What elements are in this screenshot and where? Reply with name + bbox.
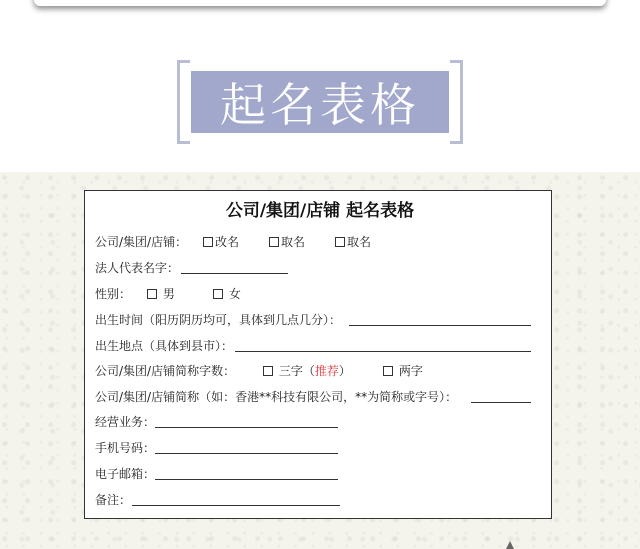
phone-label: 手机号码： <box>95 441 156 455</box>
abbr-name-field[interactable] <box>471 402 531 403</box>
checkbox-icon <box>335 237 345 247</box>
option-male[interactable]: 男 <box>147 286 175 302</box>
top-card-edge <box>34 0 606 6</box>
birth-place-label: 出生地点（具体到县市）： <box>95 339 234 353</box>
business-row <box>95 414 345 430</box>
gender-row <box>95 286 295 302</box>
checkbox-icon <box>383 366 393 376</box>
option-three-chars[interactable]: 三字（推荐） <box>263 363 351 379</box>
option-naming-2[interactable]: 取名 <box>335 234 371 250</box>
birth-place-row <box>95 338 535 354</box>
birth-time-label: 出生时间（阳历阴历均可，具体到几点几分）： <box>95 313 342 327</box>
remark-row <box>95 492 345 508</box>
business-field[interactable] <box>155 427 338 428</box>
up-arrow-icon <box>506 541 514 549</box>
checkbox-icon <box>263 366 273 376</box>
recommend-tag: 推荐 <box>314 364 339 378</box>
abbr-name-row <box>95 389 535 405</box>
option-female[interactable]: 女 <box>213 286 241 302</box>
birth-time-row <box>95 312 535 328</box>
form-title: 公司/集团/店铺 起名表格 <box>225 201 415 221</box>
type-label: 公司/集团/店铺： <box>95 235 188 249</box>
business-label: 经营业务： <box>95 415 156 429</box>
legal-rep-label: 法人代表名字： <box>95 261 180 275</box>
phone-row <box>95 440 345 456</box>
banner-frame <box>177 60 463 144</box>
email-row <box>95 466 345 482</box>
checkbox-icon <box>203 237 213 247</box>
phone-field[interactable] <box>155 453 338 454</box>
option-rename[interactable]: 改名 <box>203 234 239 250</box>
checkbox-icon <box>213 289 223 299</box>
frame-corner <box>450 93 463 144</box>
email-field[interactable] <box>155 479 338 480</box>
legal-rep-row <box>95 260 295 276</box>
remark-label: 备注： <box>95 493 132 507</box>
abbr-count-label: 公司/集团/店铺简称字数： <box>95 364 236 378</box>
abbr-name-label: 公司/集团/店铺简称（如：香港**科技有限公司，**为简称或字号）： <box>95 390 458 404</box>
frame-corner <box>177 93 190 144</box>
type-row <box>95 234 395 250</box>
birth-place-field[interactable] <box>235 351 531 352</box>
abbr-count-row <box>95 363 435 379</box>
option-two-chars[interactable]: 两字 <box>383 363 423 379</box>
gender-label: 性别： <box>95 287 132 301</box>
checkbox-icon <box>147 289 157 299</box>
banner-title: 起名表格 <box>191 71 449 133</box>
email-label: 电子邮箱： <box>95 467 156 481</box>
birth-time-field[interactable] <box>349 325 531 326</box>
option-naming[interactable]: 取名 <box>269 234 305 250</box>
legal-rep-field[interactable] <box>181 273 288 274</box>
checkbox-icon <box>269 237 279 247</box>
remark-field[interactable] <box>132 505 340 506</box>
